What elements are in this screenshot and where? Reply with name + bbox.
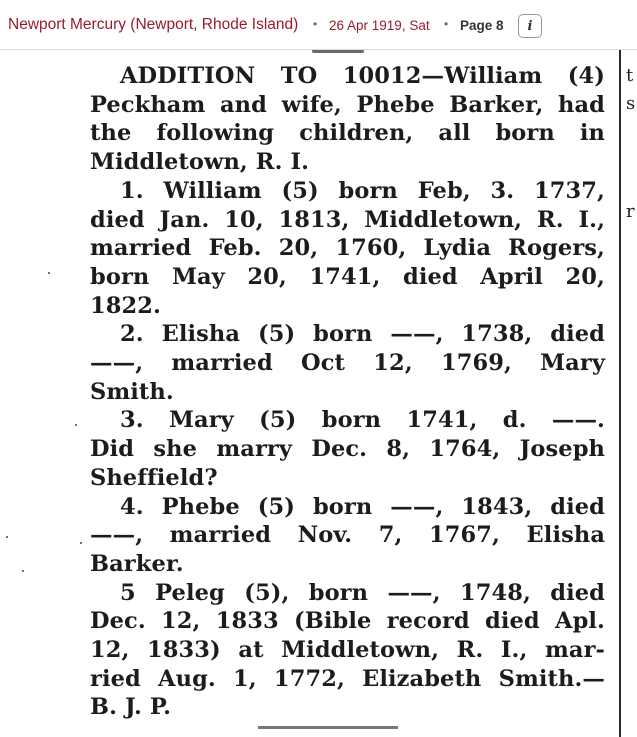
text-line: Sheffield? (90, 464, 218, 491)
fragment-text: s (626, 93, 636, 114)
publication-title[interactable]: Newport Mercury (Newport, Rhode Island) (8, 16, 299, 33)
text-line: Barker. (90, 550, 184, 577)
text-line: 1822. (90, 292, 161, 319)
article-text (90, 62, 605, 722)
fragment-text: r (626, 201, 635, 222)
text-line: Did she marry Dec. 8, 1764, Joseph (90, 436, 605, 463)
text-line: 4. Phebe (5) born ——, 1843, died (120, 493, 605, 520)
print-smudge (258, 726, 398, 729)
fragment-text: t (626, 65, 634, 86)
text-line: ADDITION TO 10012—William (4) (120, 63, 605, 89)
newspaper-clipping-image (0, 50, 637, 737)
text-line: 1. William (5) born Feb, 3. 1737, (120, 177, 605, 204)
page-number[interactable]: Page 8 (460, 18, 504, 33)
text-line: 3. Mary (5) born 1741, d. ——. (120, 407, 605, 434)
text-line: born May 20, 1741, died April 20, (90, 263, 605, 290)
print-speck (75, 424, 77, 426)
print-speck (48, 272, 50, 274)
text-line: Middletown, R. I. (90, 149, 309, 176)
text-line: 5 Peleg (5), born ——, 1748, died (120, 579, 605, 606)
publication-date[interactable]: 26 Apr 1919, Sat (329, 18, 430, 33)
text-line: Smith. (90, 378, 174, 405)
info-button[interactable] (518, 14, 542, 38)
clipping-header (0, 0, 637, 50)
print-speck (6, 536, 8, 538)
text-line: 2. Elisha (5) born ——, 1738, died (120, 321, 605, 348)
text-line: married Feb. 20, 1760, Lydia Rogers, (90, 235, 605, 262)
text-line: ——, married Nov. 7, 1767, Elisha (90, 522, 605, 549)
text-line: ried Aug. 1, 1772, Elizabeth Smith.— (90, 665, 605, 692)
text-line: 12, 1833) at Middletown, R. I., mar- (90, 637, 605, 664)
separator-dot: • (313, 17, 318, 31)
column-rule (619, 50, 621, 737)
print-smudge (312, 50, 364, 53)
text-line: Peckham and wife, Phebe Barker, had (90, 91, 605, 118)
text-line: the following children, all born in (90, 120, 605, 147)
text-line: ——, married Oct 12, 1769, Mary (90, 350, 605, 377)
info-icon: i (527, 18, 533, 34)
text-line: Dec. 12, 1833 (Bible record died Apl. (90, 608, 605, 635)
text-line: died Jan. 10, 1813, Middletown, R. I., (90, 206, 605, 233)
separator-dot: • (444, 17, 449, 31)
text-line: B. J. P. (90, 694, 172, 721)
adjacent-column-fragment (626, 50, 637, 737)
print-speck (22, 570, 24, 572)
print-speck (80, 542, 82, 544)
